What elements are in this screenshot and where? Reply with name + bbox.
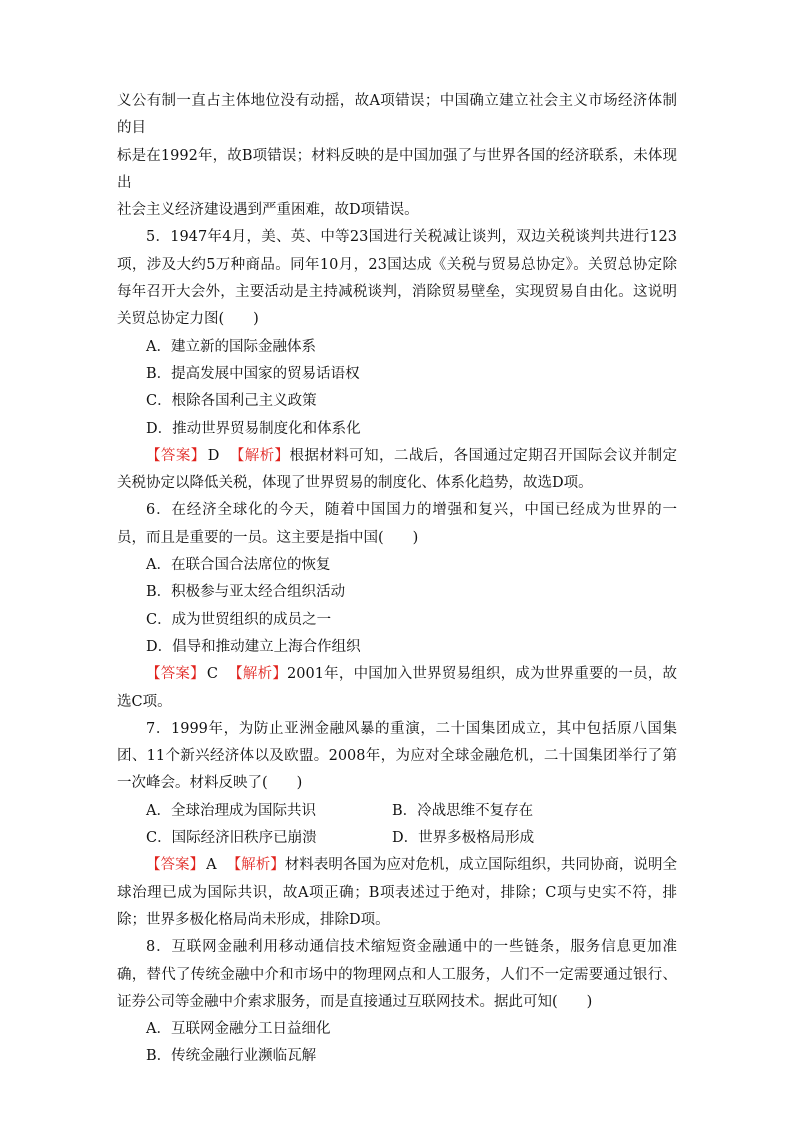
intro-line: 义公有制一直占主体地位没有动摇，故A项错误；中国确立建立社会主义市场经济体制的目 bbox=[117, 93, 677, 137]
answer-value: D bbox=[207, 447, 220, 464]
option-a: A．互联网金融分工日益细化 bbox=[146, 1021, 331, 1038]
question-5 bbox=[117, 224, 677, 497]
option-c: C．国际经济旧秩序已崩溃 bbox=[146, 830, 317, 847]
intro-line: 标是在1992年，故B项错误；材料反映的是中国加强了与世界各国的经济联系，未体现出 bbox=[117, 147, 677, 191]
question-stem: 5．1947年4月，美、英、中等23国进行关税减让谈判，双边关税谈判共进行123项，涉及大约5万种商品。同年10月，23国达成《关税与贸易总协定》。关贸总协定除每年召开大会外，主要活动是主持减税谈判，消除贸易壁垒，实现贸易自由化。这说明关贸总协定力图( ) bbox=[117, 229, 677, 328]
analysis-text: 材料表明各国为应对危机，成立国际组织，共同协商，说明全球治理已成为国际共识，故A项正确；B项表述过于绝对，排除；C项与史实不符，排除；世界多极化格局尚未形成，排除D项。 bbox=[117, 857, 678, 928]
option-a: A．全球治理成为国际共识 bbox=[146, 802, 316, 819]
answer-block bbox=[117, 852, 677, 934]
question-stem: 7．1999年，为防止亚洲金融风暴的重演，二十国集团成立，其中包括原八国集团、11个新兴经济体以及欧盟。2008年，为应对全球金融危机，二十国集团举行了第一次峰会。材料反映了( ) bbox=[117, 720, 677, 792]
answer-block bbox=[117, 443, 677, 498]
question-8 bbox=[117, 934, 677, 1070]
answer-label: 【答案】 bbox=[146, 666, 205, 683]
answer-block bbox=[117, 661, 677, 716]
answer-value: C bbox=[206, 666, 218, 683]
question-6 bbox=[117, 497, 677, 715]
answer-label: 【答案】 bbox=[146, 857, 205, 874]
option-b: B．提高发展中国家的贸易话语权 bbox=[146, 365, 360, 382]
analysis-label: 【解析】 bbox=[229, 447, 290, 464]
analysis-label: 【解析】 bbox=[226, 857, 285, 874]
analysis-label: 【解析】 bbox=[227, 666, 288, 683]
intro-line: 社会主义经济建设遇到严重困难，故D项错误。 bbox=[117, 202, 419, 219]
option-d: D．世界多极格局形成 bbox=[392, 830, 535, 847]
option-b: B．传统金融行业濒临瓦解 bbox=[146, 1048, 317, 1065]
option-b: B．积极参与亚太经合组织活动 bbox=[146, 584, 346, 601]
answer-label: 【答案】 bbox=[146, 447, 206, 464]
option-b: B．冷战思维不复存在 bbox=[392, 802, 534, 819]
option-row bbox=[117, 798, 677, 825]
option-a: A．建立新的国际金融体系 bbox=[146, 338, 316, 355]
analysis-text: 2001年，中国加入世界贸易组织，成为世界重要的一员，故选C项。 bbox=[117, 666, 678, 710]
document-page bbox=[117, 88, 677, 1071]
question-7 bbox=[117, 716, 677, 934]
answer-value: A bbox=[206, 857, 217, 874]
question-stem: 8．互联网金融利用移动通信技术缩短资金融通中的一些链条，服务信息更加准确，替代了传统金融中介和市场中的物理网点和人工服务，人们不一定需要通过银行、证券公司等金融中介索求服务，而是直接通过互联网技术。据此可知( ) bbox=[117, 939, 677, 1010]
question-stem: 6．在经济全球化的今天，随着中国国力的增强和复兴，中国已经成为世界的一员，而且是重要的一员。这主要是指中国( ) bbox=[117, 502, 677, 546]
option-row bbox=[117, 825, 677, 852]
option-c: C．成为世贸组织的成员之一 bbox=[146, 611, 332, 628]
intro-analysis bbox=[117, 88, 677, 224]
option-d: D．倡导和推动建立上海合作组织 bbox=[146, 638, 361, 655]
analysis-text: 根据材料可知，二战后，各国通过定期召开国际会议并制定关税协定以降低关税，体现了世界贸易的制度化、体系化趋势，故选D项。 bbox=[117, 447, 678, 492]
option-d: D．推动世界贸易制度化和体系化 bbox=[146, 420, 361, 437]
option-c: C．根除各国利己主义政策 bbox=[146, 393, 317, 410]
option-a: A．在联合国合法席位的恢复 bbox=[146, 557, 331, 574]
